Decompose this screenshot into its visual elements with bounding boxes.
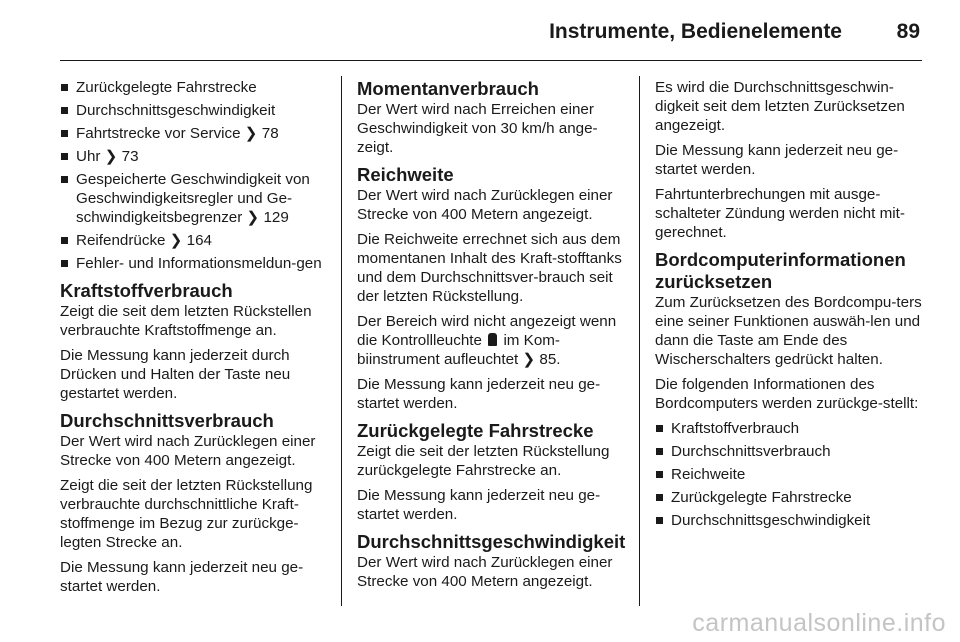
list-item: Reifendrücke ❯ 164	[60, 231, 330, 250]
paragraph: Zeigt die seit der letzten Rückstellung verbrauchte durchschnittliche Kraft-stoffmenge im Bezug zur zurückge-legten Strecke an.	[60, 477, 313, 551]
paragraph: Die Messung kann jederzeit neu ge-startet werden.	[655, 142, 899, 178]
paragraph: Die folgenden Informationen des Bordcomputers werden zurückge-stellt:	[655, 376, 919, 412]
section-heading-bordcomputer-zuruecksetzen: Bordcomputerinformationen zurücksetzen	[655, 249, 906, 292]
column-3	[655, 78, 925, 534]
column-divider-2	[639, 76, 640, 606]
fuel-warning-lamp-icon	[488, 333, 497, 346]
watermark: carmanualsonline.info	[692, 609, 946, 637]
list-item: Fahrtstrecke vor Service ❯ 78	[60, 124, 330, 143]
paragraph-text: im Kom-biinstrument aufleuchtet ❯ 85.	[357, 332, 561, 368]
paragraph: Es wird die Durchschnittsgeschwin-digkeit seit dem letzten Zurücksetzen angezeigt.	[655, 79, 905, 134]
paragraph: Zum Zurücksetzen des Bordcompu-ters eine seiner Funktionen auswäh-len und dann die Taste am Ende des Wischerschalters gedrückt halten.	[655, 294, 922, 368]
paragraph: Zeigt die seit der letzten Rückstellung zurückgelegte Fahrstrecke an.	[357, 443, 610, 479]
paragraph: Der Wert wird nach Zurücklegen einer Strecke von 400 Metern angezeigt.	[60, 433, 316, 469]
section-heading-zurueckgelegte-fahrstrecke: Zurückgelegte Fahrstrecke	[357, 420, 594, 441]
section-heading-durchschnittsverbrauch: Durchschnittsverbrauch	[60, 410, 274, 431]
list-item: Kraftstoffverbrauch	[655, 419, 925, 438]
list-item: Fehler- und Informationsmeldun-gen	[60, 254, 330, 273]
list-item: Zurückgelegte Fahrstrecke	[60, 78, 330, 97]
paragraph: Fahrtunterbrechungen mit ausge-schalteter Zündung werden nicht mit-gerechnet.	[655, 186, 905, 241]
list-item: Durchschnittsverbrauch	[655, 442, 925, 461]
section-heading-reichweite: Reichweite	[357, 164, 454, 185]
column-2	[357, 78, 627, 597]
paragraph: Der Wert wird nach Erreichen einer Geschwindigkeit von 30 km/h ange-zeigt.	[357, 101, 598, 156]
page-title: Instrumente, Bedienelemente	[549, 20, 842, 43]
paragraph: Die Messung kann jederzeit neu ge-startet werden.	[60, 559, 304, 595]
list-item: Durchschnittsgeschwindigkeit	[655, 511, 925, 530]
page-header	[60, 18, 922, 60]
info-list	[60, 78, 330, 273]
paragraph: Der Wert wird nach Zurücklegen einer Strecke von 400 Metern angezeigt.	[357, 554, 613, 590]
section-heading-kraftstoffverbrauch: Kraftstoffverbrauch	[60, 280, 233, 301]
reset-list	[655, 419, 925, 530]
paragraph: Die Messung kann jederzeit neu ge-startet werden.	[357, 376, 601, 412]
paragraph: Die Messung kann jederzeit durch Drücken und Halten der Taste neu gestartet werden.	[60, 347, 291, 402]
list-item: Gespeicherte Geschwindigkeit von Geschwindigkeitsregler und Ge-schwindigkeitsbegrenzer ❯ 129	[60, 170, 330, 227]
page-number: 89	[896, 20, 920, 43]
column-divider-1	[341, 76, 342, 606]
paragraph: Der Wert wird nach Zurücklegen einer Strecke von 400 Metern angezeigt.	[357, 187, 613, 223]
section-heading-momentanverbrauch: Momentanverbrauch	[357, 78, 539, 99]
section-heading-durchschnittsgeschwindigkeit: Durchschnittsgeschwindigkeit	[357, 531, 626, 552]
list-item: Uhr ❯ 73	[60, 147, 330, 166]
paragraph: Die Messung kann jederzeit neu ge-startet werden.	[357, 487, 601, 523]
header-rule	[60, 60, 922, 61]
paragraph-warning-lamp	[357, 312, 627, 369]
list-item: Reichweite	[655, 465, 925, 484]
paragraph: Zeigt die seit dem letzten Rückstellen verbrauchte Kraftstoffmenge an.	[60, 303, 312, 339]
list-item: Zurückgelegte Fahrstrecke	[655, 488, 925, 507]
column-1	[60, 78, 330, 602]
paragraph-text: Der Bereich wird nicht angezeigt wenn die Kontrollleuchte	[357, 313, 617, 349]
paragraph: Die Reichweite errechnet sich aus dem momentanen Inhalt des Kraft-stofftanks und dem Durchschnittsver-brauch seit der letzten Rückstellung.	[357, 231, 622, 305]
list-item: Durchschnittsgeschwindigkeit	[60, 101, 330, 120]
